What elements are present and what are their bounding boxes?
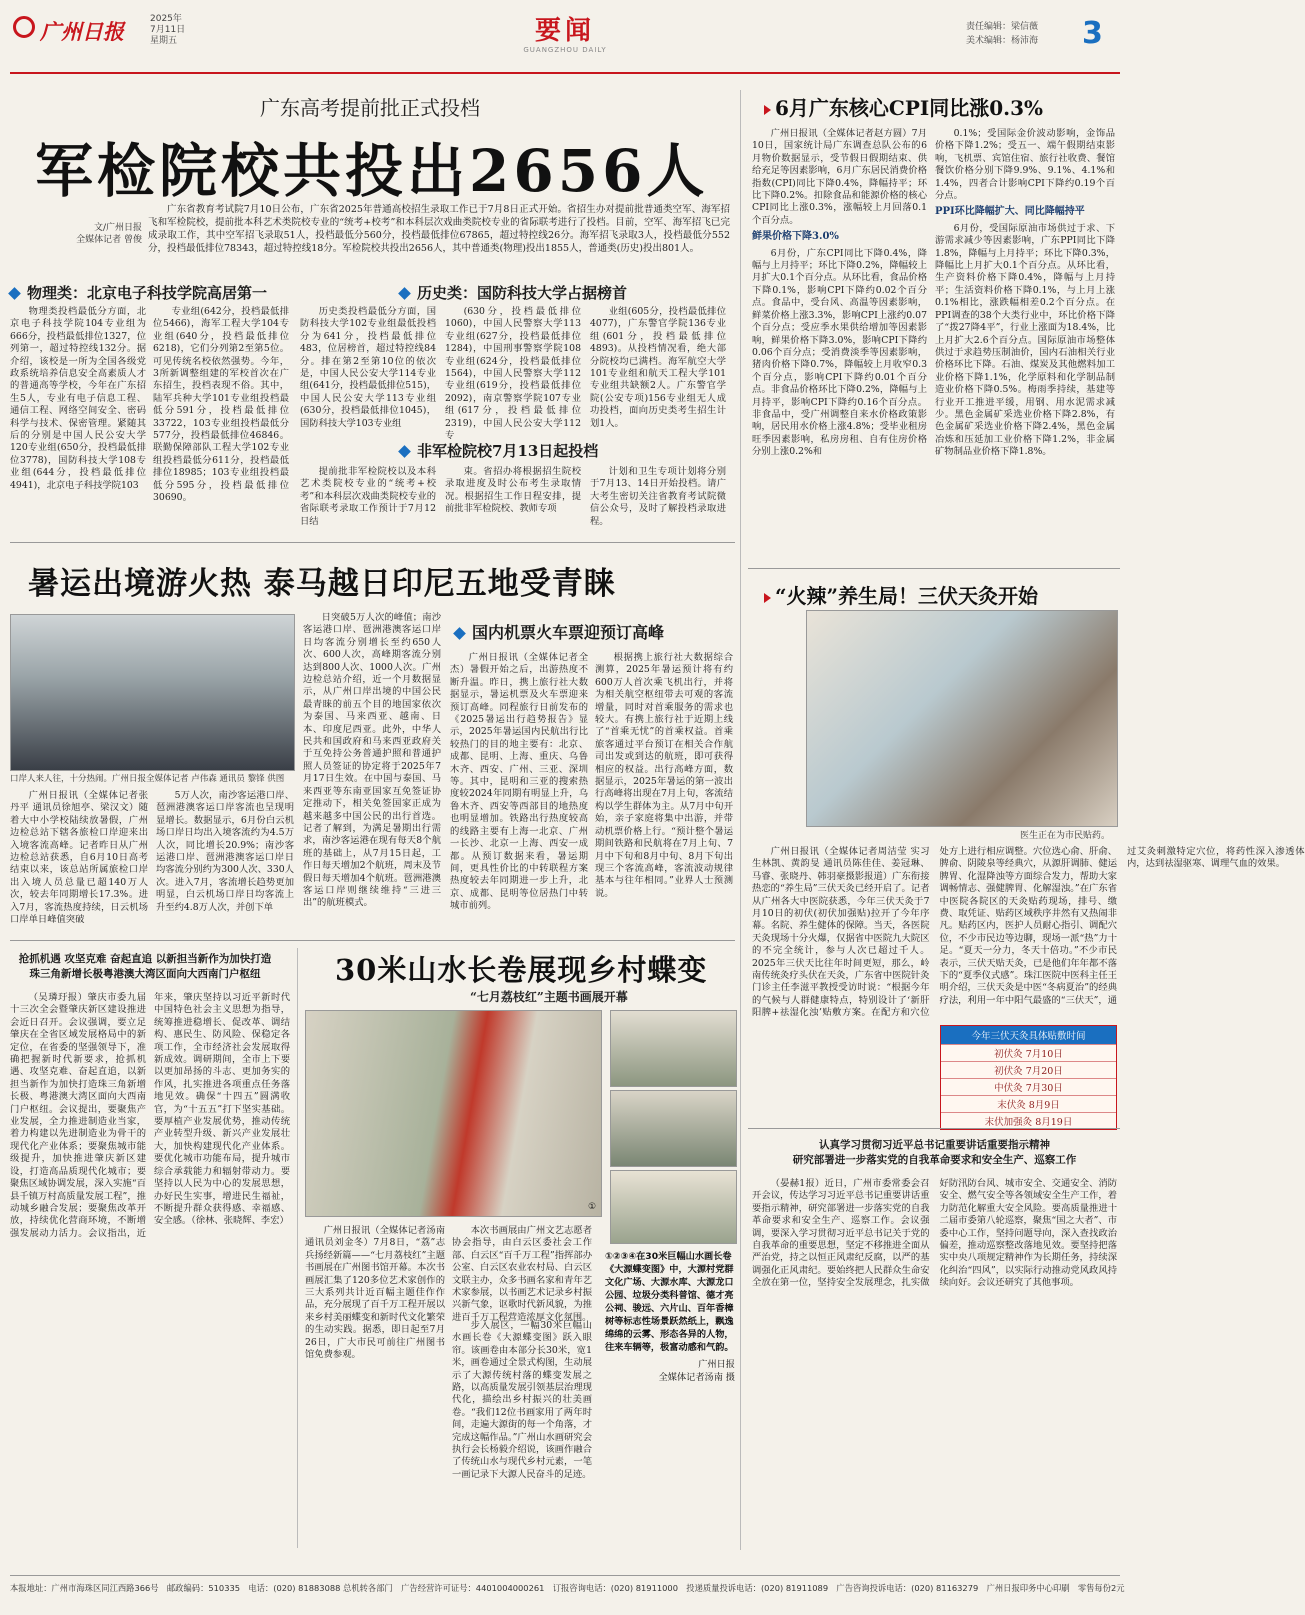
zhaoqing-headline-1: 抢抓机遇 攻坚克难 奋起直追 以新担当新作为加快打造: [18, 953, 272, 965]
date-day: 7月11日: [150, 25, 186, 35]
zhaoqing-body-text: （吴璘玗报）肇庆市委九届十三次全会暨肇庆新区建设推进会近日召开。会议强调，要立足肇庆在全省区域发展格局中的新定位，在省委的坚强领导下，准确把握新时代新要求，抢抓机遇、攻坚克难、奋起直追，以新担当新作为加快打造珠三角新增长极、粤港澳大湾区面向大西南门户枢纽。会议提出，要聚焦产业发展，全力推进制造业当家，着力构建以先进制造业为骨干的现代化产业体系；要聚焦城市能级提升，加快推进肇庆新区建设，打造高品质现代化城市；要聚焦区域协调发展，深入实施“百县千镇万村高质量发展工程”，推动城乡融合发展；要聚焦改革开放，持续优化营商环境，不断增强发展动力活力。会议指出，近年来，肇庆坚持以习近平新时代中国特色社会主义思想为指导，统筹推进稳增长、促改革、调结构、惠民生、防风险、保稳定各项工作，全市经济社会发展取得新成效。调研期间，全市上下要以更加昂扬的斗志、更加务实的作风，扎实推进各项重点任务落地见效。确保“十四五”圆满收官，为“十五五”打下坚实基础。要厚植产业发展优势，推动传统产业转型升级、新兴产业发展壮大，加快构建现代化产业体系。要优化城市功能布局，提升城市综合承载能力和辐射带动力。要坚持以人民为中心的发展思想，办好民生实事，增进民生福祉，不断提升群众获得感、幸福感、安全感。（徐林、张晓辉、李宏）: [10, 992, 290, 1239]
lead-col-3: [300, 306, 436, 430]
date-week: 星期五: [150, 36, 178, 46]
triangle-icon: [764, 593, 771, 603]
lead-col-5-text: 业组(605分，投档最低排位4077)，广东警官学院136专业组(601分，投档最低排位4893)。从投档情况看，绝大部分院校均已满档。海军航空大学101专业组和航天工程大学101专业组共缺额2人。广东警官学院(公安专项)156专业组无人成功投档，面向历史类考生招生计划1人。: [590, 306, 726, 429]
lead-intro: [148, 203, 730, 255]
cpi-right2-text: 6月份，受国际原油市场供过于求、下游需求减少等因素影响，广东PPI同比下降1.8%，降幅与上月持平；环比下降0.3%，降幅比上月扩大0.1个百分点。从环比看，生产资料价格下降0.4%，降幅与上月持平；生活资料价格下降0.1%，与上月上涨0.1%相比，涨跌幅相差0.2个百分点。在PPI调查的38个大类行业中，环比价格下降了“拨27降4平”，行业上涨面为18.4%，比上月扩大2.6个百分点。国际原油市场整体供过于求趋势压制油价，国内石油相关行业价格环比下降。石油、煤炭及其他燃料加工业价格下降1.1%，化学原料和化学制品制造业价格下降0.5%。梅雨季持续，基建等行业开工推进平缓，用钢、用水泥需求减少。黑色金属矿采选业价格下降2.8%，有色金属矿采选业价格下降2.4%，黑色金属冶炼和压延加工业价格下降1.2%，非金属矿物制品业价格下降1.8%。: [935, 222, 1115, 458]
lead-byline: 文/广州日报: [93, 223, 142, 233]
scroll-photo-4: [610, 1170, 737, 1244]
study-headline: [752, 1138, 1117, 1168]
scroll-photo-1: [305, 1010, 602, 1217]
nonmil-col-1-text: 提前批非军检院校以及本科艺术类院校专业的“统考+校考”和本科层次戏曲类院校专业的省际联考录取工作预计于7月12日结: [300, 466, 436, 527]
lead-col-1-text: 物理类投档最低分方面，北京电子科技学院104专业组为666分，投档最低排位1327，位列第一，超过特控线132分。据介绍，该校是一所为全国各级党政系统培养信息安全高素质人才的普通高等学校，今年在广东招生5人，专业有电子信息工程、通信工程、网络空间安全、密码科学与技术、保密管理。紧随其后的分别是中国人民公安大学120专业组(650分，投档最低排位3778)，国防科技大学108专业组(644分，投档最低排位4941)，北京电子科技学院103: [10, 306, 146, 491]
zhaoqing-headline: [10, 952, 280, 982]
sanfu-headline: [760, 580, 1120, 609]
diamond-icon: [8, 287, 21, 300]
date-year: 2025年: [150, 14, 182, 24]
cpi-col-left: [752, 128, 927, 459]
travel-photo-caption: 口岸人来人往，十分热闹。广州日报全媒体记者 卢伟森 通讯员 黎锋 供图: [10, 774, 285, 784]
scroll-col-2: [452, 1225, 592, 1324]
travel-sub-ticket-text: 国内机票火车票迎预订高峰: [472, 623, 665, 642]
lead-col-5: [590, 306, 726, 430]
scroll-col-2-text: 本次书画展由广州文艺志愿者协会指导，由白云区委社会工作部、白云区“百千万工程”指挥部办公室、白云区农业农村局、白云区文联主办，众多书画名家和青年艺术家参展，以书画艺术记录乡村振兴新气象，讴歌时代新风貌，为推进百千万工程营造浓厚文化氛围。: [452, 1225, 592, 1323]
sanfu-body: [752, 846, 1305, 1021]
travel-col-1: [10, 790, 148, 926]
page-number: 3: [1082, 16, 1103, 51]
photo-label-1: ①: [588, 1202, 597, 1212]
travel-col-3-text: 日突破5万人次的峰值；南沙客运港口岸、琶洲港澳客运口岸日均客流分别增长至约650人次、600人次，高峰期客流分别达到800人次、1000人次。广州边检总站介绍，近一个月数据显示，从广州口岸出境的中国公民最青睐的前五个目的地国家依次为泰国、马来西亚、越南、日本、印度尼西亚。此外，中华人民共和国政府和马来西亚政府关于互免持公务普通护照和普通护照人员签证的协定将于2025年7月17日生效。在中国与泰国、马来西亚等东南亚国家互免签证协定推动下，相关免签国家正成为越来越多中国公民的出行首选。记者了解到，为满足暑期出行需求，南沙客运港在现有每天8个航班的基础上，从7月15日起，工作日每天增加2个航班，周末及节假日每天增加4个航班。琶洲港澳客运口岸则继续维持“三进三出”的航班模式。: [303, 612, 441, 909]
sub-history-text: 历史类：国防科技大学占据榜首: [417, 284, 628, 302]
travel-col-2-text: 5万人次，南沙客运港口岸、琶洲港澳客运口岸客流也呈现明显增长。数据显示，6月份白云机场口岸日均出入境客流约为4.5万人次，同比增长20.9%；南沙客运港口岸、琶洲港澳客运口岸日均客流分别约为300人次、330人次。进入7月，客流增长趋势更加明显，白云机场口岸日均客流上升至约4.8万人次，并创下单: [156, 790, 294, 913]
study-body-text: （晏赫1报）近日，广州市委常委会召开会议，传达学习习近平总书记重要讲话重要指示精神，研究部署进一步落实党的自我革命要求和安全生产、巡察工作。会议强调，要深入学习贯彻习近平总书记关于党的自我革命的重要思想，坚定不移推进全面从严治党，持之以恒正风肃纪反腐，以严的基调强化正风肃纪。要始终把人民群众生命安全放在第一位，坚持安全发展理念，扎实做好防汛防台风、城市安全、交通安全、消防安全、燃气安全等各领域安全生产工作，着力防范化解重大安全风险。要高质量推进十二届市委第八轮巡察，聚焦“国之大者”、市委中心工作，坚持问题导向，深入查找政治偏差，推动巡察整改落地见效。要坚持把落实中央八项规定精神作为长期任务，持续深化纠治“四风”，以实际行动推动党风政风持续向好。会议还研究了其他事项。: [752, 1178, 1117, 1289]
scroll-photo-3: [610, 1090, 737, 1167]
sanfu-photo-caption: 医生正在为市民贴药。: [1020, 831, 1111, 841]
diamond-icon: [398, 287, 411, 300]
footer: 本报地址：广州市海珠区同江西路366号 邮政编码：510335 电话：(020) 81883088 总机转各部门 广告经营许可证号：4401004000261 订报咨询电话：(020) 81911000 投递质量投诉电话：(020) 81911089 广告咨询投诉电话：(020) 81163279 广州日报印务中心印刷 零售每份2元: [10, 1583, 1125, 1593]
logo: 广州日报: [40, 19, 124, 44]
travel-col-1-text: 广州日报讯（全媒体记者张丹平 通讯员徐旭亭、梁汉文）随着大中小学校陆续放暑假，广州边检总站下辖各旅检口岸迎来出入境客流高峰。记者昨日从广州边检总站获悉，自6月10日高考结束以来，该总站所属旅检口岸出入境人员总量已超140万人次，较去年同期增长17.3%。进入7月，客流热度持续，日云机场口岸单日峰值突破: [10, 790, 148, 926]
lead-col-4: [445, 306, 581, 442]
travel-col-3: [303, 612, 441, 910]
travel-col-5: [595, 652, 733, 900]
lead-kicker: 广东高考提前批正式投档: [260, 96, 480, 120]
sub-physics: [10, 282, 280, 303]
schedule-row: 中伏灸 7月30日: [941, 1078, 1116, 1095]
nonmil-col-3-text: 计划和卫生专项计划将分别于7月13、14日开始投档。请广大考生密切关注省教育考试院微信公众号，及时了解投档录取进程。: [590, 466, 726, 527]
lead-col-2: [153, 306, 289, 505]
sanfu-headline-text: “火辣”养生局！三伏天灸开始: [775, 584, 1039, 608]
editor-credit: 责任编辑：梁信薇: [966, 22, 1039, 32]
scroll-col-1: [305, 1225, 445, 1361]
nonmil-col-3: [590, 466, 726, 528]
travel-sub-ticket: [455, 620, 735, 643]
cpi-sub-ppi: PPI环比降幅扩大、同比降幅持平: [935, 206, 1085, 218]
schedule-box: [940, 1025, 1117, 1130]
travel-col-4-text: 广州日报讯（全媒体记者全杰）暑假开始之后，出游热度不断升温。昨日，携上旅行社大数据显示，暑运机票及火车票迎来预订高峰。同程旅行日前发布的《2025暑运出行趋势报告》显示，2025年暑运国内民航出行比较热门的目的地主要有：北京、成都、昆明、上海、重庆、乌鲁木齐、西安、广州、三亚、深圳等。其中，昆明和三亚的搜索热度较2024年同期有明显上升，乌鲁木齐、西安等西部目的地热度也明显增加。铁路出行热度较高的线路主要有上海一北京、广州一长沙、北京一上海、西安一成都。从预订数据来看，暑运期间，更具性价比的中转联程方案热度较去年同期进一步上升，北京、成都、昆明等位居热门中转城市前列。: [450, 652, 588, 912]
zhaoqing-headline-2: 珠三角新增长极粤港澳大湾区面向大西南门户枢纽: [29, 968, 261, 980]
sub-nonmil-text: 非军检院校7月13日起投档: [417, 442, 599, 460]
sanfu-body-text: 广州日报讯（全媒体记者周洁莹 实习生林凯、黄韵旻 通讯员陈佳佳、姜冠琳、马睿、张晓丹、韩羽豪摄影报道）广东衔接热恋的“养生局”三伏天灸已经开启了。记者从广州各大中医院获悉，今年三伏天灸于7月10日的初伏(初伏加强贴)拉开了今年序幕。名院、养生健体的保障。当天，各医院天灸现场十分火爆，仅据省中医院九大院区的不完全统计，参与人次已超过千人。2025年三伏天比往年时间更短，那么，岭南传统灸疗头伏在天灸，广东省中医院针灸门诊主任李滋平教授受访时说：“根据今年的气候与人群健康特点，特别设计了‘新肝阳脾+祛湿化浊’贴敷方案。在配方和穴位处方上进行相应调整。穴位选心俞、肝俞、脾俞、阴陵泉等经典穴，从源肝调肺、健运脾胃、化湿降浊等方面综合发力，帮助大家调畅情志、强健脾胃、化解湿浊。”在广东省中医院各院区的天灸贴药现场，排号、缴费、取凭证、贴药区域秩序井然有又热闹非凡。贴药区内，医护人员耐心指引、调配穴位，不少市民边等边聊，现场一派“热”力十足。“夏天一分力，冬天十倍功。”不少市民表示，三伏天贴天灸，已是他们年年都不落下的“夏季仪式感”。珠江医院中医科主任王明介绍，三伏天灸是中医“冬病夏治”的经典疗法，利用一年中阳气最盛的“三伏天”，通过艾灸刺激特定穴位，将药性深入渗透体内，达到祛湿驱寒、调理气血的效果。: [752, 846, 1305, 1019]
cpi-left-text: 广州日报讯（全媒体记者赵方圆）7月10日，国家统计局广东调查总队公布的6月物价数据显示，受节假日假期结束、供给充足等因素影响，6月广东居民消费价格指数(CPI)同比下降0.4%，降幅持平；环比下降0.2%。扣除食品和能源价格的核心CPI同比上涨0.3%，涨幅较上月回落0.1个百分点。: [752, 128, 927, 226]
triangle-icon: [764, 105, 771, 115]
travel-col-2: [156, 790, 294, 914]
scroll-col-3-text: 步入展区，一幅30米巨幅山水画长卷《大源蝶变图》跃入眼帘。该画卷由本部分长30米，宽1米，画卷通过全景式构图，生动展示了大源传统村落的蝶变发展之路，以高质量发展引领基层治理现代化，描绘出乡村振兴的壮美画卷。“我们12位书画家用了两年时间，走遍大源街的每一个角落，才完成这幅作品。”广州山水画研究会执行会长杨毅介绍说，该画作融合了传统山水与现代乡村元素，一笔一画记录下大源人民奋斗的足迹。: [452, 1320, 592, 1480]
lead-col-4-text: (630分，投档最低排位1060)，中国人民警察大学113专业组(627分，投档最低排位1284)，中国刑事警察学院108专业组(624分，投档最低排位1564)，中国人民警察大学112专业组(619分，投档最低排位2092)，南京警察学院107专业组(617分，投档最低排位2319)，中国人民公安大学112专: [445, 306, 581, 442]
study-headline-2: 研究部署进一步落实党的自我革命要求和安全生产、巡察工作: [792, 1154, 1077, 1166]
cpi-left2-text: 6月份，广东CPI同比下降0.4%，降幅与上月持平；环比下降0.2%，降幅较上月扩大0.1个百分点。从环比看，食品价格下降0.1%，影响CPI下降约0.02个百分点。食品中，受台风、高温等因素影响，鲜菜价格上涨3.3%，影响CPI上涨约0.07个百分点；受应季水果供给增加等因素影响，鲜果价格下降3.0%，影响CPI下降约0.06个百分点；受消费淡季等因素影响，猪肉价格下降0.7%，降幅较上月收窄0.3个百分点，影响CPI下降约0.01个百分点。非食品价格环比下降0.2%，降幅与上月持平，影响CPI下降约0.16个百分点。非食品中，受广州调整自来水价格政策影响，居民用水价格上涨4.8%；受毕业租房旺季因素影响，私房房租、自有住房价格分别上涨0.2%和: [752, 247, 927, 458]
scroll-col-3: [452, 1320, 592, 1481]
study-body: [752, 1178, 1117, 1550]
schedule-row: 末伏加强灸 8月19日: [941, 1112, 1116, 1129]
sub-history: [400, 282, 660, 303]
scroll-subhead: “七月荔枝红”主题书画展开幕: [470, 990, 628, 1004]
nonmil-col-2-text: 束。省招办将根据招生院校录取进度及时公布考生录取情况。根据招生工作日程安排，提前批非军检院校、教师专项: [445, 466, 581, 515]
nonmil-col-2: [445, 466, 581, 516]
section-subtitle: GUANGZHOU DAILY: [523, 46, 607, 54]
diamond-icon: [398, 445, 411, 458]
photo-credit-2: 全媒体记者汤南 摄: [658, 1372, 735, 1383]
scroll-photo-caption: [605, 1250, 735, 1384]
schedule-title: 今年三伏天灸具体贴敷时间: [941, 1026, 1116, 1044]
sanfu-photo: [806, 610, 1118, 827]
scroll-photo-2: [610, 1010, 737, 1087]
travel-headline: 暑运出境游火热 泰马越日印尼五地受青睐: [28, 566, 616, 602]
section-title: 要闻: [534, 16, 595, 46]
scroll-col-1-text: 广州日报讯（全媒体记者汤南 通讯员刘金冬）7月8日，“荔”志兵扬经新篇——“七月荔枝红”主题书画展在广州图书馆开幕。本次书画展汇集了120多位艺术家创作的三大系列共计近百幅主题佳作作品，充分展现了百千万工程开展以来乡村美丽蝶变和新时代文化繁荣的生动实践。据悉，即日起至7月26日，广大市民可前往广州图书馆免费参观。: [305, 1225, 445, 1361]
lead-col-2-text: 专业组(642分，投档最低排位5466)，海军工程大学104专业组(640分，投档最低排位6218)，它们分列第2至第5位。可见传统名校依然强势。今年，3所新调整组建的军校首次在广东招生，投档表现不俗。其中，陆军兵种大学101专业组投档最低分591分，投档最低排位33722，103专业组投档最低分577分，投档最低排位46846。联勤保障部队工程大学102专业组投档最低分611分，投档最低排位18985；103专业组投档最低分595分，投档最低排位30690。: [153, 306, 289, 504]
art-editor-credit: 美术编辑：杨沛海: [966, 36, 1039, 46]
schedule-row: 初伏灸 7月10日: [941, 1044, 1116, 1061]
lead-col-3-text: 历史类投档最低分方面，国防科技大学102专业组最低投档分为641分，投档最低排位483，位居榜首，超过特控线84分。排在第2至第10位的依次是，中国人民公安大学114专业组(641分，投档最低排位515)，中国人民公安大学113专业组(630分，投档最低排位1045)，国防科技大学103专业组: [300, 306, 436, 429]
cpi-right-text: 0.1%；受国际金价波动影响，金饰品价格下降1.2%；受五一、端午假期结束影响，飞机票、宾馆住宿、旅行社收费、餐馆餐饮价格分别下降9.9%、9.1%、4.1%和1.4%，四者合计影响CPI下降约0.19个百分点。: [935, 128, 1115, 202]
travel-col-4: [450, 652, 588, 913]
logo-icon: [13, 16, 35, 38]
masthead: [0, 0, 1130, 80]
scroll-headline: 30米山水长卷展现乡村蝶变: [335, 953, 708, 987]
lead-byline-2: 全媒体记者 曾俊: [76, 235, 142, 245]
schedule-row: 末伏灸 8月9日: [941, 1095, 1116, 1112]
diamond-icon: [453, 627, 466, 640]
cpi-headline-text: 6月广东核心CPI同比涨0.3%: [775, 96, 1044, 120]
cpi-sub-fresh: 鲜果价格下降3.0%: [752, 231, 839, 243]
nonmil-col-1: [300, 466, 436, 528]
travel-photo: [10, 614, 295, 771]
schedule-row: 初伏灸 7月20日: [941, 1061, 1116, 1078]
sub-nonmil: [400, 440, 700, 461]
lead-headline: 军检院校共投出2656人: [35, 137, 709, 205]
lead-col-1: [10, 306, 146, 492]
zhaoqing-body: [10, 992, 290, 1544]
study-headline-1: 认真学习贯彻习近平总书记重要讲话重要指示精神: [819, 1139, 1050, 1151]
scroll-photo-caption-text: ①②③④在30米巨幅山水画长卷《大源蝶变图》中，大源村党群文化广场、大源水库、大源龙口公园、垃圾分类科普馆、德才亮公祠、骏远、六片山、百年香樟树等标志性场景跃然纸上，飘逸绵绵的云雾、形态各异的人物，往来车辆等，极富动感和气韵。: [605, 1251, 734, 1353]
photo-credit: 广州日报: [698, 1359, 735, 1370]
travel-col-5-text: 根据携上旅行社大数据综合测算，2025年暑运预计将有约600万人首次乘飞机出行，并将为相关航空枢纽带去可观的客流增量，同时对首乘服务的需求也较大。有携上旅行社于近期上线了“首乘无忧”的首乘权益。首乘旅客通过平台预订在相关合作航司出发或到达的航班，即可获得相应的权益。出行高峰方面，数据显示，2025年暑运的第一波出行高峰将出现在7月上旬，客流结构以学生群体为主。从7月中旬开始，亲子家庭将集中出游，并带动机票价格上行。“预计整个暑运期间铁路和民航将在7月上旬、7月中下旬和8月中旬、8月下旬出现三个客流高峰，客流波动规律基本与往年相同。”业界人士预测说。: [595, 652, 733, 899]
sub-physics-text: 物理类：北京电子科技学院高居第一: [27, 284, 268, 302]
cpi-col-right: [935, 128, 1115, 459]
lead-intro-text: 广东省教育考试院7月10日公布，广东省2025年普通高校招生录取工作已于7月8日正式开始。省招生办对提前批普通类空军、海军招飞和军检院校，提前批本科艺术类院校专业的“统考+校考”和本科层次戏曲类院校专业的省际联考进行了投档。目前，空军、海军招飞已完成录取工作，其中空军招飞录取51人，投档最低分560分，投档最低排位67865，超过特控线26分。海军招飞录取3人，投档最低分552分，投档最低排位78343，超过特控线18分。军检院校共投出2656人，其中普通类(物理)投出1855人，普通类(历史)投出801人。: [148, 204, 730, 254]
cpi-headline: [760, 92, 1120, 121]
